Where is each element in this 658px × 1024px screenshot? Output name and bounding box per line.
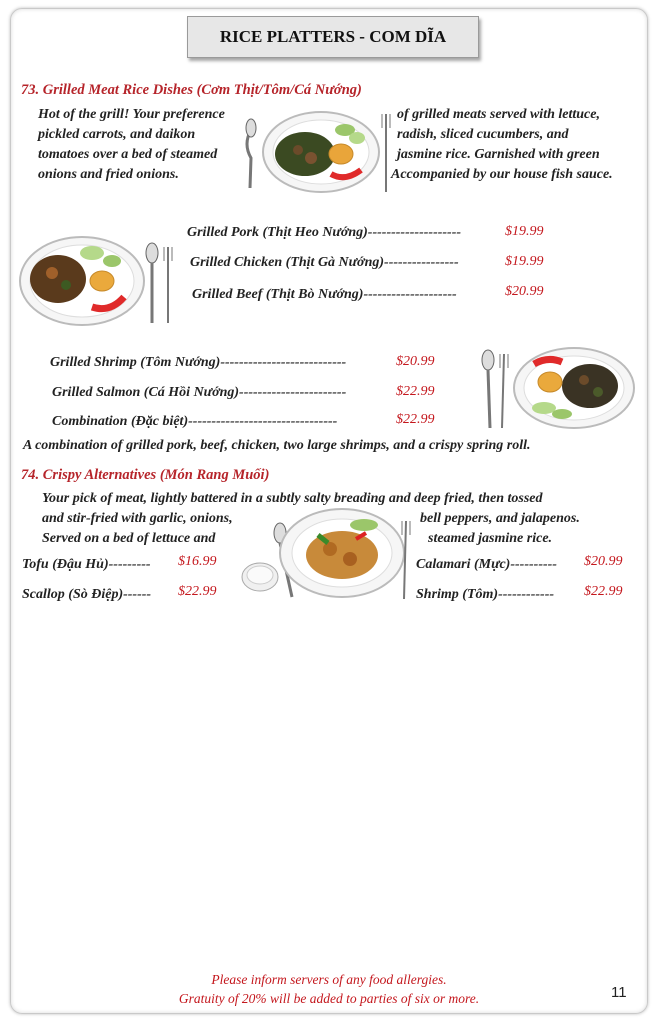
desc-line: pickled carrots, and daikon xyxy=(38,127,196,142)
desc-line: and stir-fried with garlic, onions, xyxy=(42,511,233,526)
desc-line: steamed jasmine rice. xyxy=(428,531,553,546)
price-tofu: $16.99 xyxy=(178,554,217,569)
item-name: Grilled Salmon (Cá Hồi Nướng) xyxy=(52,385,240,400)
grilled-shrimp-plate-image xyxy=(478,344,638,434)
menu-item-grilled-shrimp xyxy=(50,355,346,371)
menu-item-combination xyxy=(52,414,337,430)
price-grilled-shrimp: $20.99 xyxy=(396,354,435,369)
menu-item-grilled-salmon xyxy=(52,385,346,401)
item-leader: -------------------- xyxy=(367,225,462,240)
desc-line: of grilled meats served with lettuce, xyxy=(397,107,600,122)
menu-item-calamari xyxy=(416,557,557,573)
item-leader: ----------------------- xyxy=(239,385,347,400)
item-leader: ---------- xyxy=(510,557,557,572)
item-name: Shrimp (Tôm) xyxy=(416,587,499,602)
item-leader: ------------ xyxy=(498,587,555,602)
item-leader: --------------------------- xyxy=(220,355,347,370)
menu-item-tofu xyxy=(22,557,151,573)
item-name: Combination (Đặc biệt) xyxy=(52,414,189,429)
section-74-desc-line1: Your pick of meat, lightly battered in a subtly salty breading and deep fried, then tossed xyxy=(42,491,543,506)
desc-line: jasmine rice. Garnished with green xyxy=(397,147,600,162)
price-grilled-salmon: $22.99 xyxy=(396,384,435,399)
combination-note: A combination of grilled pork, beef, chicken, two large shrimps, and a crispy spring roll. xyxy=(23,438,531,453)
price-grilled-chicken: $19.99 xyxy=(505,254,544,269)
item-name: Scallop (Sò Điệp) xyxy=(22,587,124,602)
item-leader: -------------------- xyxy=(363,287,457,302)
item-name: Grilled Beef (Thịt Bò Nướng) xyxy=(192,287,364,302)
price-calamari: $20.99 xyxy=(584,554,623,569)
grilled-meat-plate-image xyxy=(243,108,393,196)
section-74-heading: 74. Crispy Alternatives (Món Rang Muối) xyxy=(21,467,270,483)
item-name: Calamari (Mực) xyxy=(416,557,511,572)
desc-line: Hot of the grill! Your preference xyxy=(38,107,225,122)
menu-item-grilled-chicken xyxy=(190,255,459,271)
desc-line: radish, sliced cucumbers, and xyxy=(397,127,569,142)
item-name: Grilled Chicken (Thịt Gà Nướng) xyxy=(190,255,385,270)
page-number: 11 xyxy=(611,984,627,1001)
desc-line: tomatoes over a bed of steamed xyxy=(38,147,218,162)
price-grilled-beef: $20.99 xyxy=(505,284,544,299)
desc-line: Accompanied by our house fish sauce. xyxy=(391,167,613,182)
item-name: Tofu (Đậu Hủ) xyxy=(22,557,109,572)
allergy-note: Please inform servers of any food allergies. xyxy=(211,972,447,987)
grilled-chicken-plate-image xyxy=(16,233,181,329)
price-scallop: $22.99 xyxy=(178,584,217,599)
crispy-alternatives-plate-image xyxy=(238,505,418,603)
price-shrimp: $22.99 xyxy=(584,584,623,599)
desc-line: onions and fried onions. xyxy=(38,167,179,182)
section-73-desc-left xyxy=(38,105,225,185)
menu-item-grilled-pork xyxy=(187,225,461,241)
menu-item-shrimp xyxy=(416,587,554,603)
desc-line: bell peppers, and jalapenos. xyxy=(420,511,580,526)
section-73-desc-right xyxy=(391,105,613,185)
item-leader: --------- xyxy=(108,557,151,572)
menu-item-scallop xyxy=(22,587,151,603)
item-leader: -------------------------------- xyxy=(188,414,338,429)
item-name: Grilled Shrimp (Tôm Nướng) xyxy=(50,355,221,370)
gratuity-note: Gratuity of 20% will be added to parties of six or more. xyxy=(178,991,480,1006)
item-leader: ------ xyxy=(123,587,152,602)
item-leader: ---------------- xyxy=(384,255,459,270)
price-combination: $22.99 xyxy=(396,412,435,427)
desc-line: Served on a bed of lettuce and xyxy=(42,531,216,546)
section-73-heading: 73. Grilled Meat Rice Dishes (Cơm Thịt/Tôm/Cá Nướng) xyxy=(21,82,362,98)
item-name: Grilled Pork (Thịt Heo Nướng) xyxy=(187,225,368,240)
section-74-desc-left xyxy=(42,509,233,549)
price-grilled-pork: $19.99 xyxy=(505,224,544,239)
menu-item-grilled-beef xyxy=(192,287,457,303)
section-74-desc-right xyxy=(420,509,580,549)
page-title-box xyxy=(187,16,479,58)
page-title: RICE PLATTERS - COM DĨA xyxy=(219,27,447,46)
